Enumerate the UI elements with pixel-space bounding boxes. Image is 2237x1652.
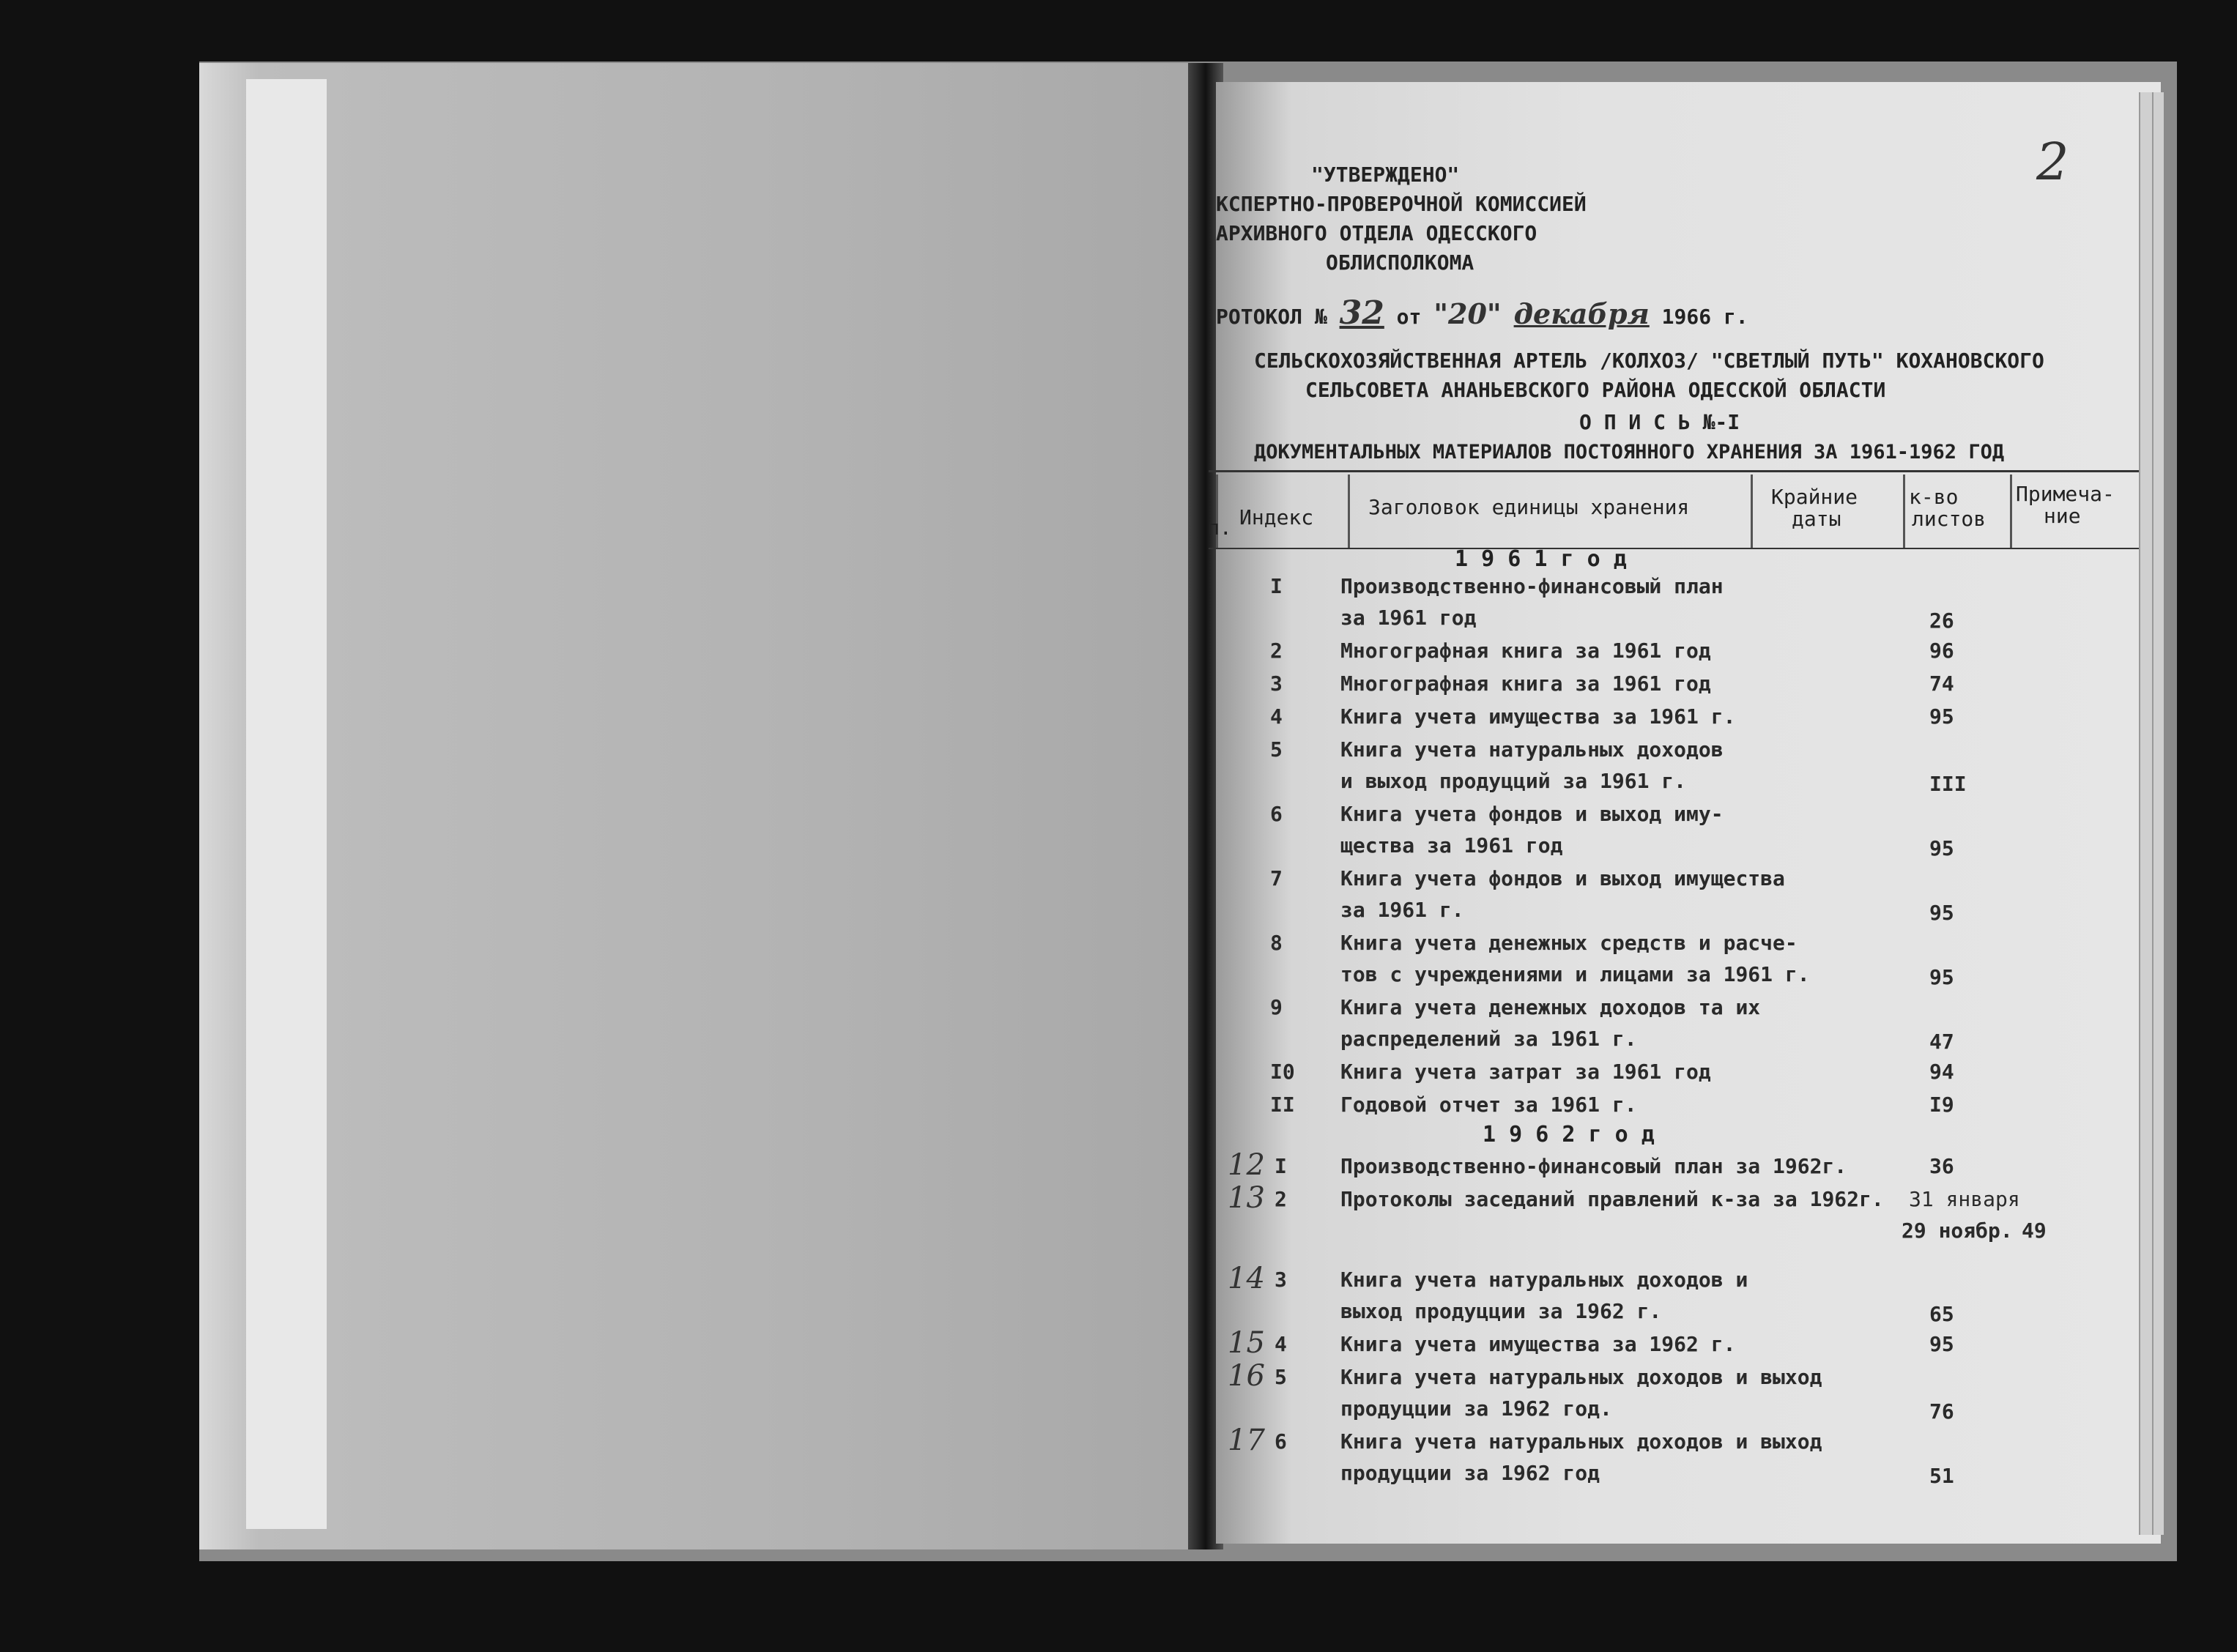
row-title-line: продуцции за 1962 год. [1340, 1396, 1612, 1421]
row-index: 5 [1270, 737, 1283, 762]
row-title-line: распределений за 1961 г. [1340, 1027, 1637, 1051]
row-title-line: щества за 1961 год [1340, 833, 1563, 857]
year-1961-heading: 1 9 6 1 г о д [1455, 546, 1627, 572]
approval-executive: ОБЛИСПОЛКОМА [1326, 250, 1474, 275]
column-separator [1348, 475, 1350, 548]
col-dates-2: даты [1792, 507, 1841, 531]
row-title-line: Книга учета затрат за 1961 год [1340, 1060, 1711, 1084]
row-sheets: 95 [1929, 836, 1954, 860]
column-separator [1903, 475, 1905, 548]
page-edge [2152, 92, 2164, 1535]
row-index: 2 [1270, 639, 1283, 663]
protocol-month: декабря [1513, 297, 1650, 330]
protocol-from: от [1396, 305, 1422, 329]
handwritten-number: 16 [1228, 1359, 1265, 1393]
row-index: 6 [1270, 802, 1283, 826]
row-sheets: 49 [2022, 1218, 2047, 1243]
row-sheets: 95 [1929, 965, 1954, 989]
row-title-line: Книга учета фондов и выход имущества [1340, 866, 1785, 890]
row-title-line: Книга учета фондов и выход иму- [1340, 802, 1724, 826]
opis-title: О П И С Ь №-I [1579, 410, 1740, 434]
row-title-line: Годовой отчет за 1961 г. [1340, 1093, 1637, 1117]
row-title-line: продуцции за 1962 год [1340, 1461, 1600, 1485]
opis-subtitle: ДОКУМЕНТАЛЬНЫХ МАТЕРИАЛОВ ПОСТОЯННОГО ХРАНЕНИЯ ЗА 1961-1962 ГОД [1254, 441, 2005, 464]
row-title-line: выход продуцции за 1962 г. [1340, 1299, 1662, 1323]
row-sheets: I9 [1929, 1093, 1954, 1117]
protocol-prefix: РОТОКОЛ № [1216, 305, 1327, 329]
row-sheets: 94 [1929, 1060, 1954, 1084]
row-title-line: Многографная книга за 1961 год [1340, 671, 1711, 696]
row-index: 6 [1275, 1429, 1287, 1454]
handwritten-number: 14 [1228, 1262, 1265, 1295]
approval-title: "УТВЕРЖДЕНО" [1311, 163, 1460, 187]
row-sheets: 74 [1929, 671, 1954, 696]
row-title-line: и выход продуцций за 1961 г. [1340, 769, 1687, 793]
protocol-line [1216, 294, 1748, 332]
row-sheets: III [1929, 772, 1967, 796]
handwritten-number: 17 [1228, 1424, 1265, 1457]
col-index: Индекс [1239, 505, 1314, 529]
year-1962-heading: 1 9 6 2 г о д [1483, 1122, 1655, 1147]
row-title-line: за 1961 год [1340, 606, 1477, 630]
row-title-line: Книга учета натуральных доходов и [1340, 1268, 1748, 1292]
handwritten-number: 12 [1228, 1148, 1265, 1182]
col-notes-2: ние [2044, 504, 2081, 528]
row-title-line: Протоколы заседаний правлений к-за за 1962г. [1340, 1187, 1884, 1211]
row-title-line: Многографная книга за 1961 год [1340, 639, 1711, 663]
col-title: Заголовок единицы хранения [1368, 495, 1690, 519]
page-edge [2139, 92, 2153, 1535]
row-title-line: Производственно-финансовый план [1340, 574, 1724, 598]
col-notes-1: Примеча- [2016, 482, 2115, 506]
org-line-1: СЕЛЬСКОХОЗЯЙСТВЕННАЯ АРТЕЛЬ /КОЛХОЗ/ "СВЕТЛЫЙ ПУТЬ" КОХАНОВСКОГО [1254, 349, 2044, 373]
row-sheets: 36 [1929, 1154, 1954, 1178]
col-num: п. [1207, 516, 1232, 540]
row-index: 7 [1270, 866, 1283, 890]
row-sheets: 76 [1929, 1399, 1954, 1424]
page-number: 2 [2036, 132, 2069, 192]
row-title-line: Книга учета денежных доходов та их [1340, 995, 1761, 1019]
column-separator [1751, 475, 1753, 548]
row-dates-start: 31 января [1909, 1187, 2020, 1211]
row-sheets: 47 [1929, 1030, 1954, 1054]
protocol-number: 32 [1339, 294, 1384, 332]
row-index: I0 [1270, 1060, 1295, 1084]
row-title-line: Книга учета имущества за 1961 г. [1340, 704, 1736, 729]
left-page-strip [246, 79, 327, 1529]
approval-commission: КСПЕРТНО-ПРОВЕРОЧНОЙ КОМИССИЕЙ [1216, 192, 1587, 216]
row-index: I [1270, 574, 1283, 598]
row-title-line: Книга учета натуральных доходов и выход [1340, 1429, 1822, 1454]
row-sheets: 95 [1929, 901, 1954, 925]
col-dates-1: Крайние [1771, 485, 1858, 509]
row-dates-end: 29 ноябр. [1902, 1218, 2013, 1243]
approval-department: АРХИВНОГО ОТДЕЛА ОДЕССКОГО [1216, 221, 1537, 245]
row-title-line: Производственно-финансовый план за 1962г. [1340, 1154, 1847, 1178]
row-index: 3 [1275, 1268, 1287, 1292]
row-index: 5 [1275, 1365, 1287, 1389]
row-title-line: тов с учреждениями и лицами за 1961 г. [1340, 962, 1810, 986]
col-sheets-1: к-во [1909, 485, 1959, 509]
row-index: 8 [1270, 931, 1283, 955]
row-sheets: 26 [1929, 609, 1954, 633]
row-title-line: Книга учета натуральных доходов [1340, 737, 1724, 762]
row-title-line: Книга учета денежных средств и расче- [1340, 931, 1798, 955]
row-index: 2 [1275, 1187, 1287, 1211]
row-index: 4 [1275, 1332, 1287, 1356]
row-index: II [1270, 1093, 1295, 1117]
row-sheets: 95 [1929, 1332, 1954, 1356]
table-header-rule [1209, 548, 2139, 549]
row-sheets: 51 [1929, 1464, 1954, 1488]
row-sheets: 96 [1929, 639, 1954, 663]
protocol-year: 1966 г. [1661, 305, 1748, 329]
row-index: 3 [1270, 671, 1283, 696]
col-sheets-2: листов [1912, 507, 1986, 531]
handwritten-number: 13 [1228, 1181, 1265, 1215]
column-separator [2010, 475, 2012, 548]
protocol-day: "20" [1433, 297, 1502, 330]
row-title-line: за 1961 г. [1340, 898, 1464, 922]
org-line-2: СЕЛЬСОВЕТА АНАНЬЕВСКОГО РАЙОНА ОДЕССКОЙ ОБЛАСТИ [1305, 378, 1886, 402]
row-sheets: 95 [1929, 704, 1954, 729]
row-index: 4 [1270, 704, 1283, 729]
table-top-rule [1209, 470, 2139, 472]
row-sheets: 65 [1929, 1302, 1954, 1326]
left-page [199, 63, 1188, 1549]
row-title-line: Книга учета имущества за 1962 г. [1340, 1332, 1736, 1356]
row-title-line: Книга учета натуральных доходов и выход [1340, 1365, 1822, 1389]
row-index: I [1275, 1154, 1287, 1178]
row-index: 9 [1270, 995, 1283, 1019]
handwritten-number: 15 [1228, 1326, 1265, 1360]
